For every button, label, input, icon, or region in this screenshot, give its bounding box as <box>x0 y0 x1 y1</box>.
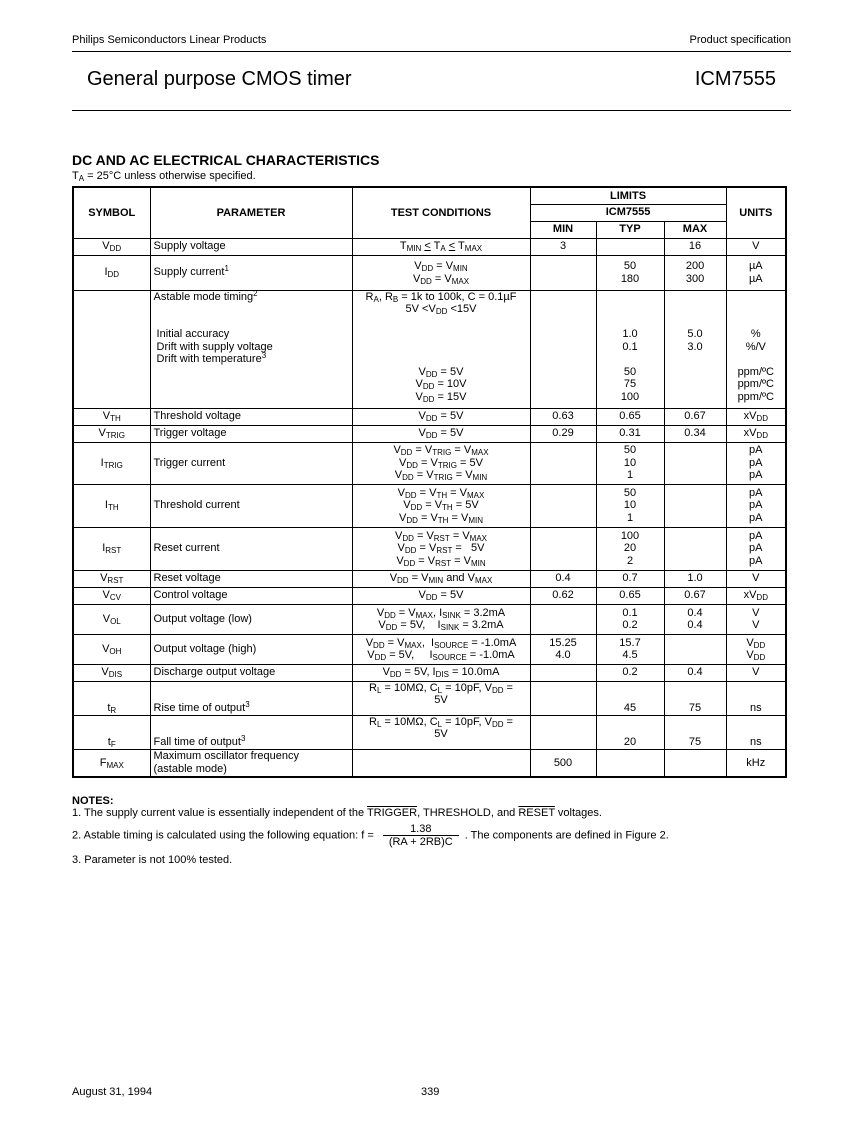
table-row: $V_{TRIG}$ Trigger voltage $V_{DD} = 5V$ 0.29 0.31 0.34 $xV_{DD}$ <box>73 425 786 442</box>
col-max: MAX <box>664 221 726 238</box>
table-row: Astable mode timing$^2$ Initial accuracy Drift with supply voltage Drift with temperature$^3$ $R_A$, $R_B = 1k$ to 100k, C = 0.1µF $5V <V_{DD} <15V$ $V_{DD} = 5V$ $V_{DD} = 10V$ $V_{DD} = 15V$ 1.0 0.1 50 75 100 5.0 3.0 % %/V ppm/ºC ppm/ºC ppm/ºC <box>73 290 786 408</box>
col-test-conditions: TEST CONDITIONS <box>352 187 530 238</box>
note-1: 1. The supply current value is essentially independent of the TRIGGER, THRESHOLD, and RESET voltages. <box>72 807 602 819</box>
page-title: General purpose CMOS timer <box>87 68 352 90</box>
header-rule-top <box>72 51 791 52</box>
header-rule-bottom <box>72 110 791 111</box>
table-row: $V_{CV}$ Control voltage $V_{DD} = 5V$ 0.62 0.65 0.67 $xV_{DD}$ <box>73 587 786 604</box>
table-row: $V_{OH}$ Output voltage (high) $V_{DD} = V_{MAX}$, $I_{SOURCE} = -1.0mA$ $V_{DD} = 5V$, $I_{SOURCE} = -1.0mA$ 15.25 4.0 15.7 4.5 $V_{DD}$ $V_{DD}$ <box>73 634 786 664</box>
electrical-characteristics-table <box>72 186 787 778</box>
col-parameter: PARAMETER <box>150 187 352 238</box>
col-symbol: SYMBOL <box>73 187 150 238</box>
part-number: ICM7555 <box>694 68 776 90</box>
table-row: $V_{OL}$ Output voltage (low) $V_{DD} = V_{MAX}$, $I_{SINK} = 3.2mA$ $V_{DD} = 5V$, $I_{SINK} = 3.2mA$ 0.1 0.2 0.4 0.4 V V <box>73 604 786 634</box>
table-row: $I_{TRIG}$ Trigger current $V_{DD} = V_{TRIG} = V_{MAX}$ $V_{DD} = V_{TRIG} = 5V$ $V_{DD} = V_{TRIG} = V_{MIN}$ 50 10 1 pA pA pA <box>73 442 786 484</box>
company-name: Philips Semiconductors Linear Products <box>72 34 267 46</box>
table-row: $t_F$ Fall time of output$^3$ $R_L = 10M\Omega$, $C_L = 10pF$, $V_{DD}$ = 5V 20 75 ns <box>73 715 786 749</box>
footer-date: August 31, 1994 <box>72 1086 153 1098</box>
col-limits: LIMITS <box>530 187 726 204</box>
table-row: $I_{RST}$ Reset current $V_{DD} = V_{RST} = V_{MAX}$ $V_{DD} = V_{RST} = 5V$ $V_{DD} = V_{RST} = V_{MIN}$ 100 20 2 pA pA pA <box>73 527 786 570</box>
frequency-formula: $\frac{1.38}{(RA + 2RB)C}$ <box>383 823 459 848</box>
table-row: $I_{DD}$ Supply current$^1$ $V_{DD} = V_{MIN}$ $V_{DD} = V_{MAX}$ 50 180 200 300 µA µA <box>73 255 786 290</box>
table-row: $V_{DD}$ Supply voltage $T_{MIN} < T_A < T_{MAX}$ 3 16 V <box>73 238 786 255</box>
note-3: 3. Parameter is not 100% tested. <box>72 854 233 866</box>
table-row: $t_R$ Rise time of output$^3$ $R_L = 10M\Omega$, $C_L = 10pF$, $V_{DD}$ = 5V 45 75 ns <box>73 681 786 715</box>
test-condition-note: $T_A = 25^\circ C$ unless otherwise specified. <box>72 170 256 183</box>
table-row: $V_{RST}$ Reset voltage $V_{DD} = V_{MIN}$ and $V_{MAX}$ 0.4 0.7 1.0 V <box>73 570 786 587</box>
notes <box>72 795 792 866</box>
col-min: MIN <box>530 221 596 238</box>
table-row: $V_{TH}$ Threshold voltage $V_{DD} = 5V$ 0.63 0.65 0.67 $xV_{DD}$ <box>73 408 786 425</box>
col-units: UNITS <box>726 187 786 238</box>
notes-heading: NOTES: <box>72 795 114 807</box>
table-row: $V_{DIS}$ Discharge output voltage $V_{DD} = 5V$, $I_{DIS} = 10.0mA$ 0.2 0.4 V <box>73 664 786 681</box>
document-type: Product specification <box>689 34 791 46</box>
col-typ: TYP <box>596 221 664 238</box>
col-device: ICM7555 <box>530 204 726 221</box>
note-2: 2. Astable timing is calculated using the following equation: f = $\frac{1.38}{(RA + 2RB)C}$ . The components are defined in Figure 2. <box>72 823 669 848</box>
table-row: $F_{MAX}$ Maximum oscillator frequency (astable mode) 500 kHz <box>73 749 786 777</box>
table-row: $I_{TH}$ Threshold current $V_{DD} = V_{TH} = V_{MAX}$ $V_{DD} = V_{TH} = 5V$ $V_{DD} = V_{TH} = V_{MIN}$ 50 10 1 pA pA pA <box>73 484 786 527</box>
section-title: DC AND AC ELECTRICAL CHARACTERISTICS <box>72 152 380 168</box>
page-number: 339 <box>421 1086 440 1098</box>
